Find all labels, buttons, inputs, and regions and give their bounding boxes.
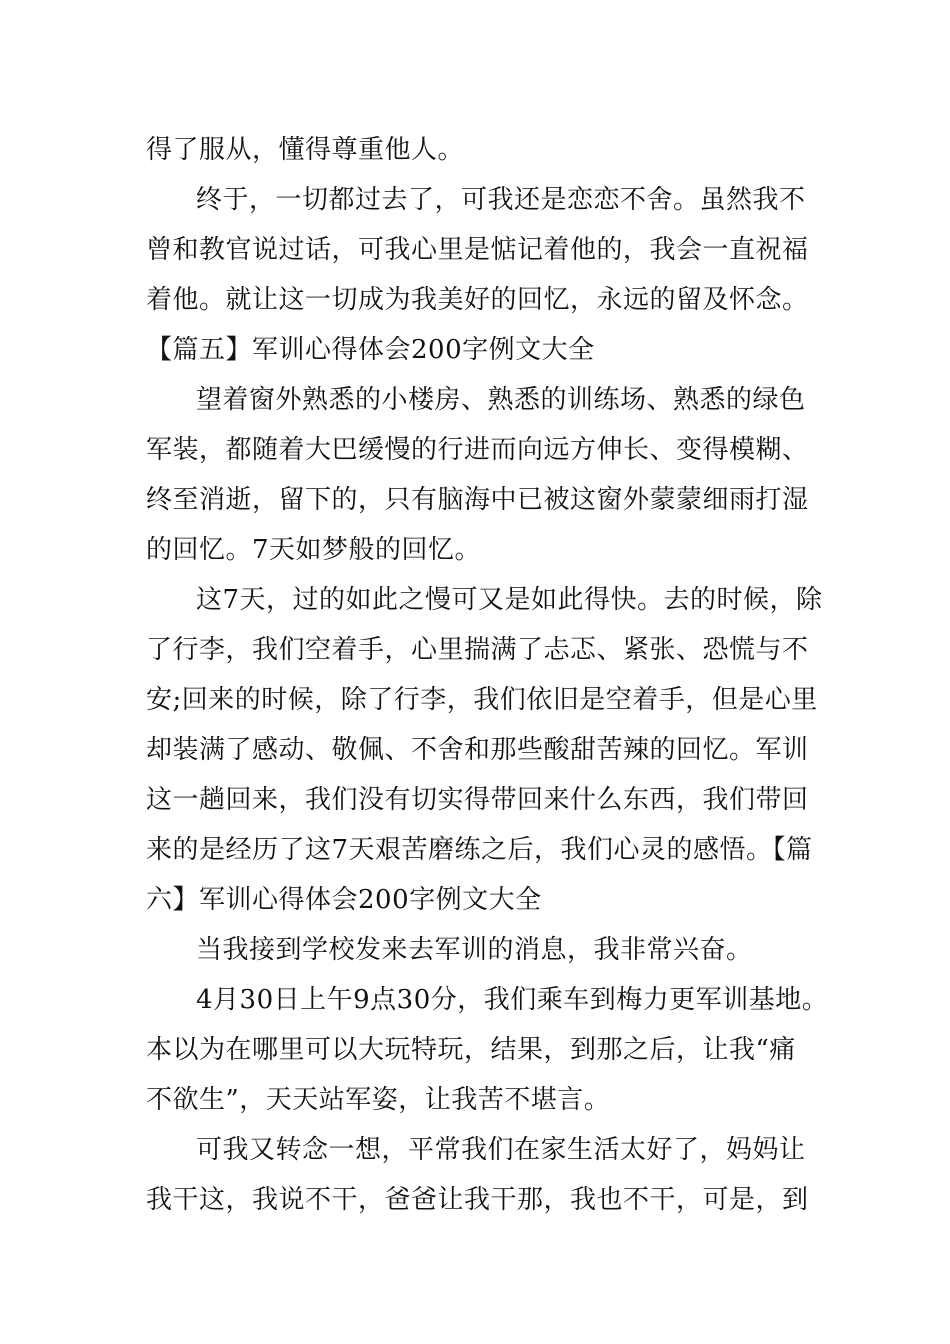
text-line: 着他。就让这一切成为我美好的回忆，永远的留及怀念。 (146, 285, 809, 315)
text-line: 曾和教官说过话，可我心里是惦记着他的，我会一直祝福 (146, 235, 809, 265)
text-line: 4月30日上午9点30分，我们乘车到梅力更军训基地。 (196, 985, 829, 1015)
text-line: 终至消逝，留下的，只有脑海中已被这窗外蒙蒙细雨打湿 (146, 485, 809, 515)
text-line: 的回忆。7天如梦般的回忆。 (146, 535, 482, 565)
section-heading: 六】军训心得体会200字例文大全 (146, 885, 542, 915)
text-line: 不欲生”，天天站军姿，让我苦不堪言。 (146, 1085, 611, 1115)
text-line: 这一趟回来，我们没有切实得带回来什么东西，我们带回 (146, 785, 809, 815)
section-heading: 【篇五】军训心得体会200字例文大全 (146, 335, 595, 365)
text-line: 安;回来的时候，除了行李，我们依旧是空着手，但是心里 (146, 685, 818, 715)
text-line: 我干这，我说不干，爸爸让我干那，我也不干，可是，到 (146, 1185, 809, 1215)
text-line: 本以为在哪里可以大玩特玩，结果，到那之后，让我“痛 (146, 1035, 796, 1065)
text-line: 得了服从，懂得尊重他人。 (146, 135, 465, 165)
text-line: 可我又转念一想，平常我们在家生活太好了，妈妈让 (196, 1135, 806, 1165)
text-line: 终于，一切都过去了，可我还是恋恋不舍。虽然我不 (196, 185, 806, 215)
text-line: 这7天，过的如此之慢可又是如此得快。去的时候，除 (196, 585, 823, 615)
text-line: 来的是经历了这7天艰苦磨练之后，我们心灵的感悟。【篇 (146, 835, 813, 865)
text-line: 军装，都随着大巴缓慢的行进而向远方伸长、变得模糊、 (146, 435, 809, 465)
text-line: 当我接到学校发来去军训的消息，我非常兴奋。 (196, 935, 753, 965)
text-line: 望着窗外熟悉的小楼房、熟悉的训练场、熟悉的绿色 (196, 385, 806, 415)
text-line: 了行李，我们空着手，心里揣满了忐忑、紧张、恐慌与不 (146, 635, 809, 665)
text-line: 却装满了感动、敬佩、不舍和那些酸甜苦辣的回忆。军训 (146, 735, 809, 765)
